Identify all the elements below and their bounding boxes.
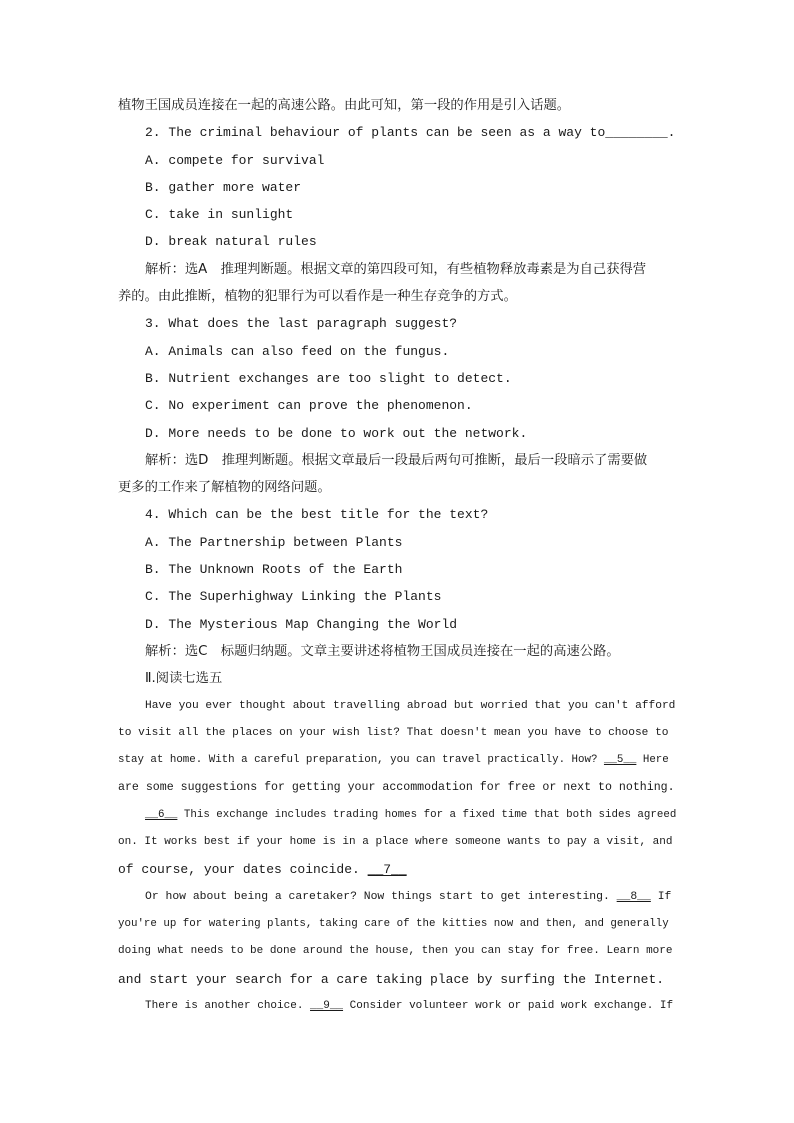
option-4d: D. The Mysterious Map Changing the World [145, 616, 458, 632]
text-span: of course, your dates coincide. [118, 862, 368, 878]
reading-line [118, 802, 678, 829]
reading-line: on. It works best if your home is in a place where someone wants to pay a visit, and [118, 836, 673, 849]
question-2: 2. The criminal behaviour of plants can be seen as a way to________. [145, 125, 676, 141]
option-2a: A. compete for survival [145, 152, 325, 168]
text-span: Or how about being a caretaker? Now things start to get interesting. [145, 890, 617, 903]
text-span: This exchange includes trading homes for a fixed time that both sides agreed [183, 808, 677, 821]
blank-5: __5__ [603, 754, 637, 767]
reading-line: and start your search for a care taking place by surfing the Internet. [118, 971, 665, 987]
option-3a: A. Animals can also feed on the fungus. [145, 343, 450, 359]
question-3: 3. What does the last paragraph suggest? [145, 316, 458, 332]
reading-line [118, 856, 678, 883]
reading-line [118, 747, 678, 774]
text-span: stay at home. With a careful preparation, you can travel practically. How? [118, 754, 604, 767]
reading-line [118, 993, 678, 1020]
answer-2-line-1: 解析：选A 推理判断题。根据文章的第四段可知，有些植物释放毒素是为自己获得营 [145, 261, 647, 277]
answer-3-line-1: 解析：选D 推理判断题。根据文章最后一段最后两句可推断，最后一段暗示了需要做 [145, 452, 648, 468]
option-2b: B. gather more water [145, 179, 302, 195]
option-3d: D. More needs to be done to work out the network. [145, 425, 528, 441]
option-3c: C. No experiment can prove the phenomenon. [145, 398, 473, 414]
reading-line: Have you ever thought about travelling abroad but worried that you can't afford [145, 699, 676, 712]
document-page [118, 92, 678, 1020]
option-2c: C. take in sunlight [145, 207, 294, 223]
reading-line: you're up for watering plants, taking care of the kitties now and then, and generally [118, 917, 669, 930]
blank-6: __6__ [145, 808, 178, 821]
question-4: 4. Which can be the best title for the text? [145, 507, 489, 523]
reading-line: to visit all the places on your wish list? That doesn't mean you have to choose to [118, 726, 669, 739]
blank-8: __8__ [616, 890, 651, 903]
option-4c: C. The Superhighway Linking the Plants [145, 589, 442, 605]
paragraph-line: 植物王国成员连接在一起的高速公路。由此可知，第一段的作用是引入话题。 [118, 98, 571, 113]
answer-4: 解析：选C 标题归纳题。文章主要讲述将植物王国成员连接在一起的高速公路。 [145, 643, 620, 659]
blank-9: __9__ [310, 999, 344, 1012]
text-span: Here [642, 754, 669, 767]
option-2d: D. break natural rules [145, 234, 317, 250]
text-span: If [657, 890, 672, 903]
answer-2-line-2: 养的。由此推断，植物的犯罪行为可以看作是一种生存竞争的方式。 [118, 289, 517, 305]
reading-line: doing what needs to be done around the house, then you can stay for free. Learn more [118, 945, 673, 958]
answer-3-line-2: 更多的工作来了解植物的网络问题。 [118, 480, 331, 496]
option-3b: B. Nutrient exchanges are too slight to detect. [145, 370, 512, 386]
blank-7: __7__ [367, 862, 407, 878]
option-4b: B. The Unknown Roots of the Earth [145, 562, 403, 578]
option-4a: A. The Partnership between Plants [145, 534, 403, 550]
section-heading: Ⅱ.阅读七选五 [145, 671, 223, 687]
reading-line [118, 884, 678, 911]
text-span: Consider volunteer work or paid work exchange. If [349, 999, 674, 1012]
text-span: There is another choice. [145, 999, 311, 1012]
reading-line: are some suggestions for getting your accommodation for free or next to nothing. [118, 781, 675, 795]
